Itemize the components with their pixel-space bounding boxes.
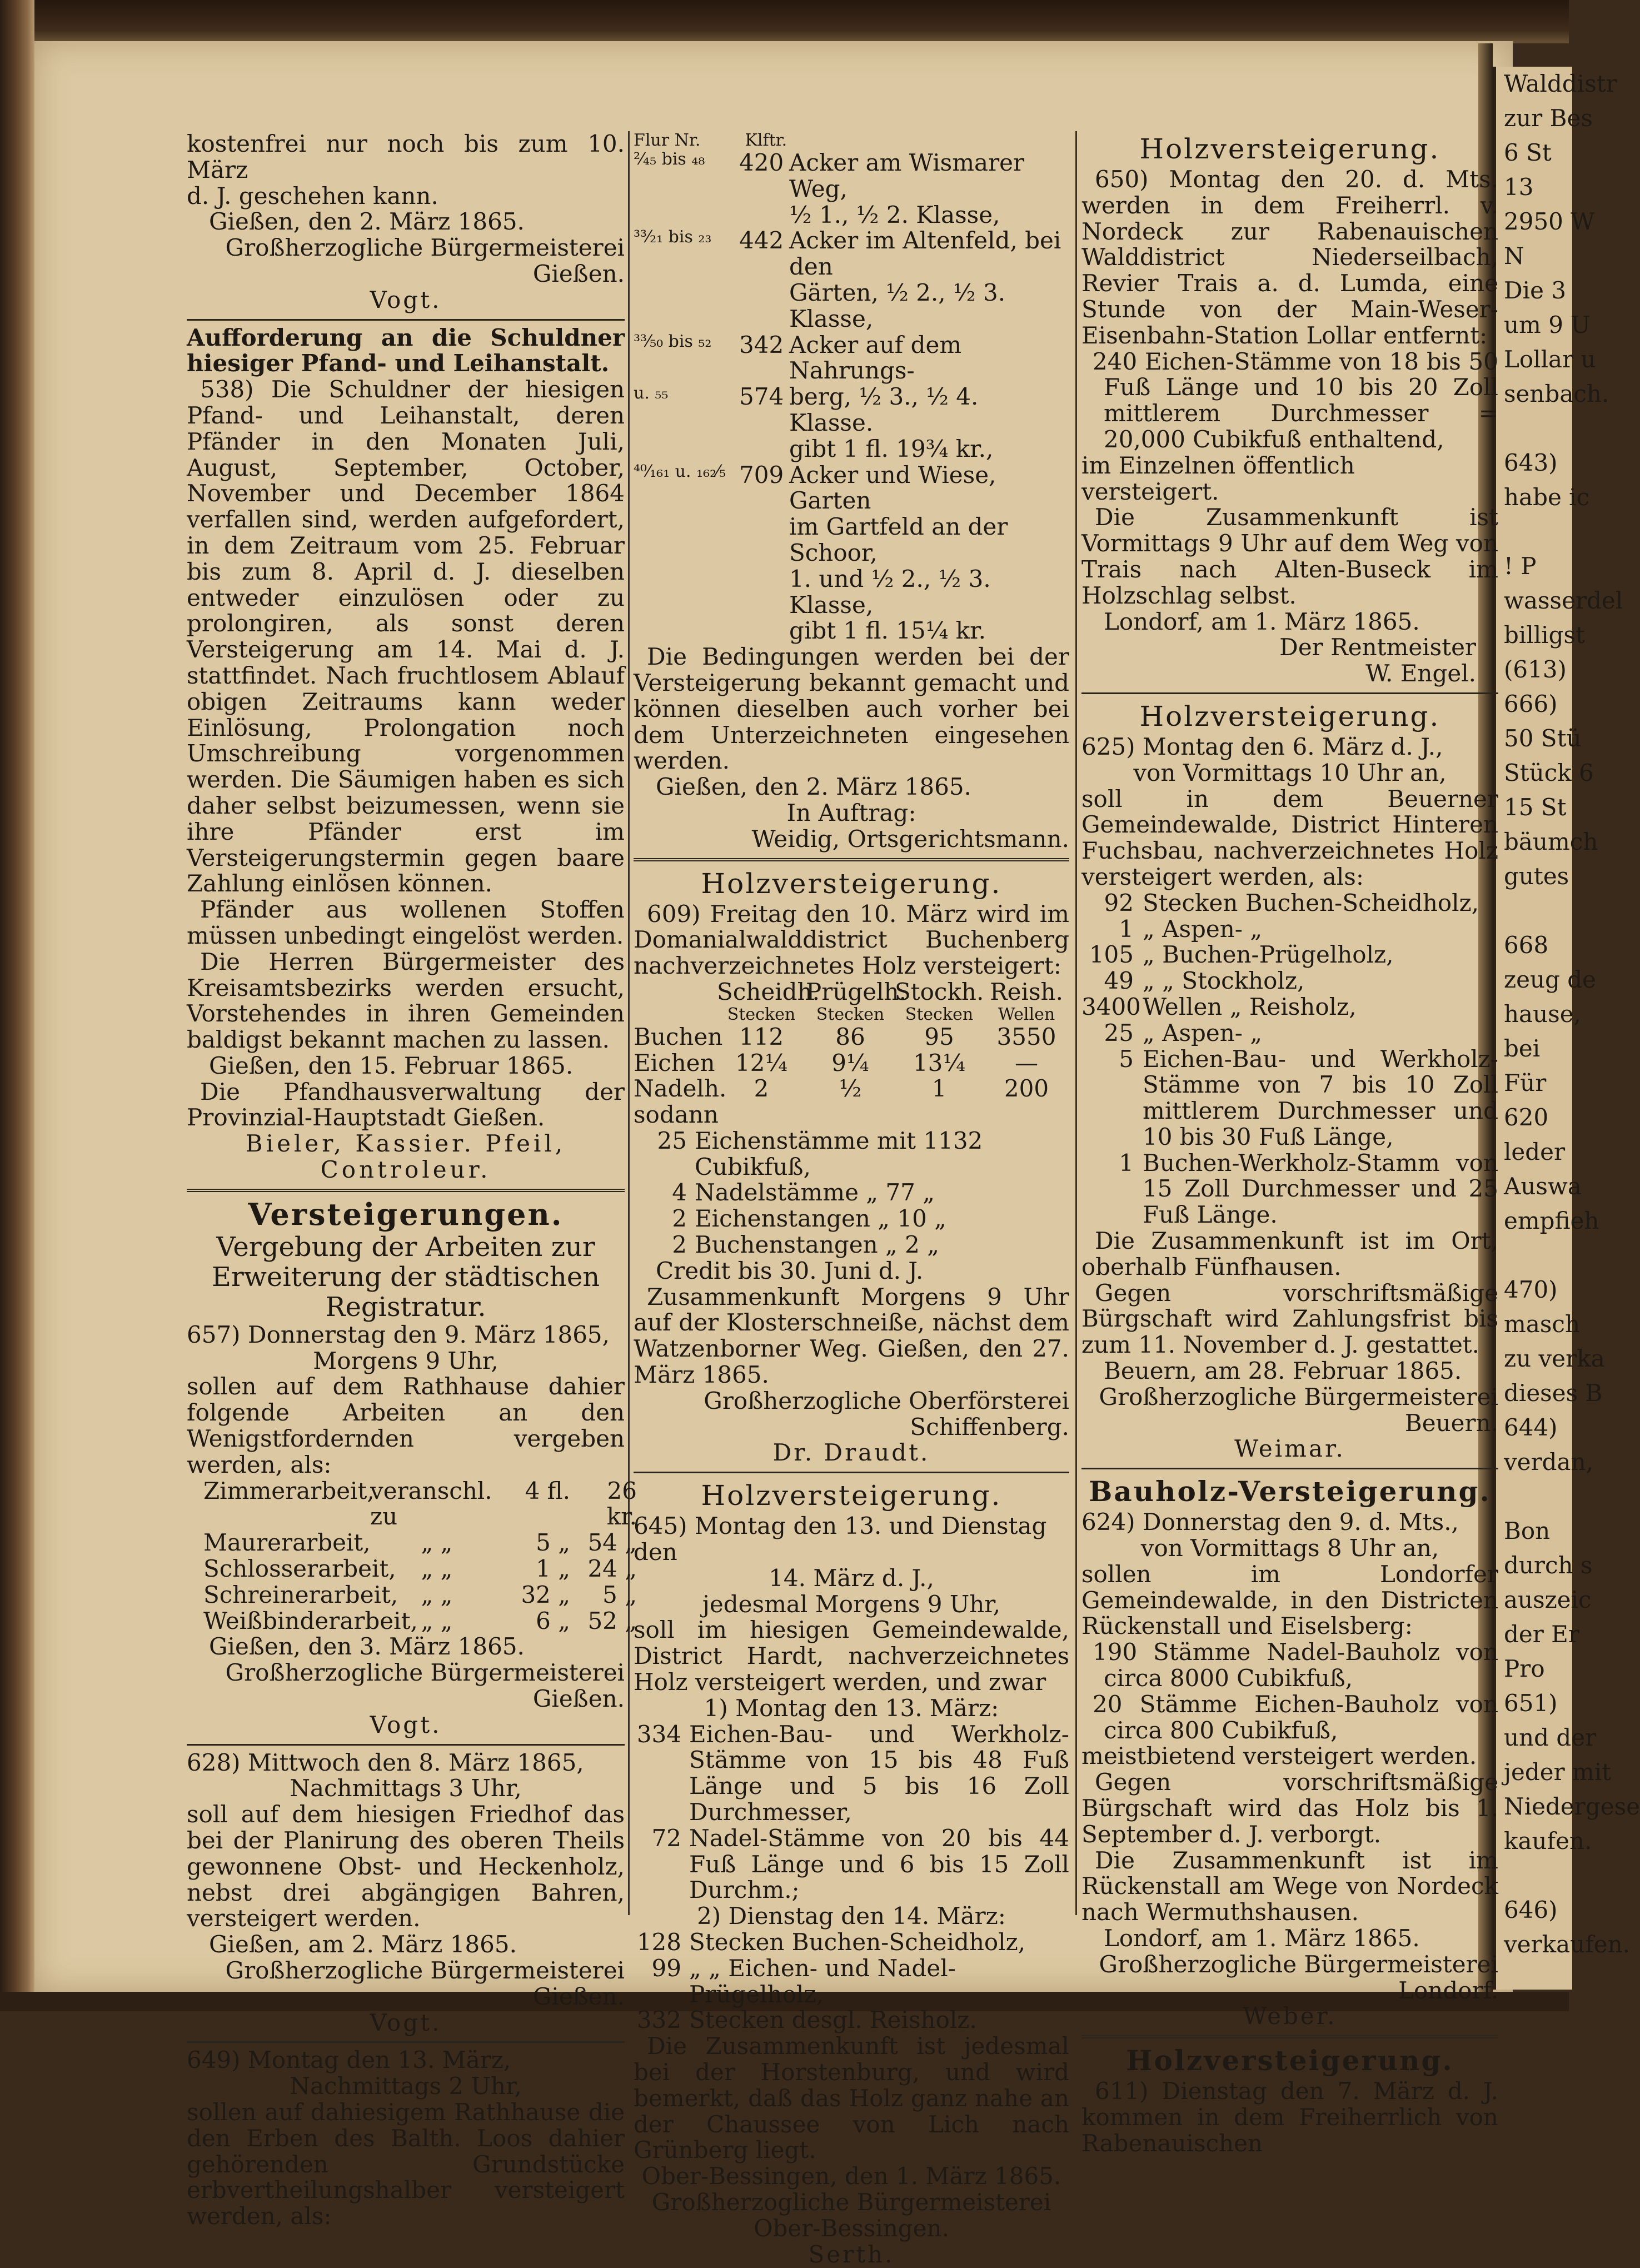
registratur-title: Vergebung der Arbeiten zur Erweiterung der städtischen Registratur. (211, 1231, 600, 1323)
reg-cell: „ „ (421, 1607, 453, 1634)
wood-col-header: Reish. (990, 978, 1063, 1005)
plot-desc: gibt 1 fl. 15¹⁄₄ kr. (789, 617, 986, 645)
hardt-item: Stecken desgl. Reisholz. (689, 2006, 977, 2034)
column-rule-1 (628, 131, 630, 1915)
last-title: Holzversteigerung. (1126, 2044, 1454, 2077)
next-page-fragment: bäumch (1504, 828, 1598, 855)
hardt-l2: 14. März d. J., (769, 1564, 934, 1592)
plots-header-klftr: Klftr. (745, 131, 787, 150)
nordeck-body: 650) Montag den 20. d. Mts. werden in dem Freiherrl. v. Nordeck zur Rabenauischen Walddistrict Niederseilbach, Revier Trais a. d. Lumda, eine Stunde von der Main-Weser-Eisenbahn-Station Lollar entfernt: (1081, 166, 1498, 349)
friedhof-time: Nachmittags 3 Uhr, (290, 1774, 522, 1802)
next-page-fragment: zeug de (1504, 966, 1597, 993)
hardt-item: Stecken Buchen-Scheidholz, (689, 1928, 1026, 1956)
trunk-desc: Eichenstangen „ 10 „ (695, 1205, 946, 1233)
next-page-fragment: Walddistr (1504, 70, 1617, 97)
loos-body: sollen auf dahiesigem Rathhause die den Erben des Balth. Loos dahier gehörenden Grundstücke erbvertheilungshalber versteigert werden, als: (187, 2098, 625, 2230)
wood-cell: — (1015, 1049, 1038, 1076)
londorf-item-1: 190 Stämme Nadel-Bauholz von circa 8000 Cubikfuß, (1093, 1638, 1498, 1692)
wood-cell: Eichen (634, 1049, 715, 1076)
wood-cell: 86 (835, 1023, 865, 1050)
next-page-fragment: masch (1504, 1310, 1580, 1338)
nordeck-title: Holzversteigerung. (1139, 133, 1440, 165)
londorf-title: Bauholz-Versteigerung. (1089, 1475, 1491, 1508)
plot-flur (634, 618, 739, 644)
wood-col-subheader: Stecken (816, 1004, 885, 1024)
londorf-signature: Weber. (1243, 2002, 1337, 2030)
wood-col-subheader: Wellen (998, 1004, 1055, 1024)
reg-cell: Schreinerarbeit, (203, 1581, 398, 1608)
wood-cell: 112 (739, 1023, 784, 1050)
beuern-credit: Gegen vorschriftsmäßige Bürgschaft wird Zahlungsfrist bis zum 11. November d. J. gestattet. (1081, 1279, 1498, 1359)
nordeck-signature: W. Engel. (1365, 660, 1476, 687)
wood-col-subheader: Stecken (727, 1004, 796, 1024)
plot-area (739, 618, 789, 644)
beuern-qty: 25 (1104, 1019, 1134, 1046)
next-page-fragment: zu verka (1504, 1345, 1605, 1372)
wood-cell: 1 (931, 1075, 947, 1103)
next-page-fragment: verkaufen. (1504, 1931, 1631, 1958)
wood-col-header: Prügelh. (806, 978, 906, 1005)
plots-auftrag: In Auftrag: (786, 799, 916, 826)
plots-table (634, 150, 1069, 644)
pfand-p3: Die Herren Bürgermeister des Kreisamtsbezirks werden ersucht, Vorstehendes in ihren Gemeinden baldigst bekannt machen zu lassen. (187, 948, 625, 1054)
hardt-authority-2: Ober-Bessingen. (754, 2214, 949, 2242)
double-divider (1081, 2035, 1498, 2038)
beuern-item: „ Buchen-Prügelholz, (1143, 941, 1394, 969)
last-body: 611) Dienstag den 7. März d. J. kommen in dem Freiherrlich von Rabenauischen (1081, 2077, 1498, 2157)
next-page-fragment: dieses B (1504, 1379, 1603, 1407)
beuern-l2: von Vormittags 10 Uhr an, (1133, 759, 1447, 786)
reg-cell: „ „ (421, 1581, 453, 1608)
next-page-fragment: 666) (1504, 690, 1558, 717)
wood-col-header (634, 979, 717, 1005)
beuern-qty: 92 (1104, 889, 1134, 916)
reg-cell: 1 „ (536, 1555, 570, 1583)
reg-cell: Maurerarbeit, (203, 1529, 371, 1557)
registratur-authority: Großherzogliche Bürgermeisterei Gießen. (225, 1659, 625, 1713)
plot-area: 574 (739, 383, 784, 411)
trunk-desc: Nadelstämme „ 77 „ (695, 1179, 935, 1207)
loos-date-line: 649) Montag den 13. März, (187, 2046, 511, 2074)
plot-desc: Gärten, ¹⁄₂ 2., ¹⁄₂ 3. Klasse, (789, 278, 1006, 332)
plot-desc: Acker und Wiese, Garten (789, 461, 996, 515)
next-page-fragment (1504, 411, 1572, 446)
column-rule-2 (1075, 131, 1077, 1915)
reg-cell: 5 „ (536, 1529, 570, 1557)
next-page-fragment: verdan, (1504, 1448, 1593, 1476)
buchenberg-credit: Credit bis 30. Juni d. J. (656, 1257, 924, 1284)
beuern-qty: 3400 (1081, 993, 1141, 1020)
registratur-body: sollen auf dem Rathhause dahier folgende Arbeiten an den Wenigstfordernden vergeben werden, als: (187, 1373, 625, 1478)
scan-top-border (0, 0, 1569, 43)
next-page-fragment: Stück 6 (1504, 759, 1594, 786)
hardt-title: Holzversteigerung. (701, 1479, 1002, 1512)
plot-flur: u. ₅₅ (634, 383, 669, 403)
reg-cell: Weißbinderarbeit, (203, 1607, 418, 1634)
reg-cell: 54 „ (587, 1529, 637, 1557)
plot-flur (634, 514, 739, 566)
friedhof-date-line: 628) Mittwoch den 8. März 1865, (187, 1748, 584, 1776)
hardt-day1: 1) Montag den 13. März: (704, 1694, 999, 1722)
beuern-title: Holzversteigerung. (1139, 700, 1440, 732)
plots-header-flur: Flur Nr. (634, 131, 701, 150)
double-divider (634, 858, 1069, 861)
next-page-fragment: habe ic (1504, 483, 1590, 511)
plot-desc: gibt 1 fl. 19³⁄₄ kr., (789, 435, 994, 462)
next-page-fragment: 620 (1504, 1104, 1549, 1131)
next-page-fragment: Für (1504, 1069, 1547, 1096)
londorf-l1: 624) Donnerstag den 9. d. Mts., (1081, 1508, 1459, 1536)
londorf-body: sollen im Londorfer Gemeindewalde, in den Districten Rückenstall und Eiselsberg: (1081, 1560, 1498, 1640)
hardt-authority: Großherzogliche Bürgermeisterei (651, 2188, 1051, 2216)
wood-cell: Buchen (634, 1023, 723, 1050)
nordeck-after: im Einzelnen öffentlich versteigert. (1081, 451, 1355, 505)
londorf-item-2: 20 Stämme Eichen-Bauholz von circa 800 Cubikfuß, (1093, 1690, 1498, 1744)
wood-cell: 3550 (996, 1023, 1056, 1050)
next-page-fragment (1504, 1479, 1572, 1514)
hardt-qty: 334 (636, 1720, 681, 1748)
plot-desc: berg, ¹⁄₂ 3., ¹⁄₂ 4. Klasse. (789, 383, 979, 436)
plot-area: 420 (739, 149, 784, 176)
nordeck-date: Londorf, am 1. März 1865. (1104, 607, 1420, 635)
next-page-fragment: jeder mit (1504, 1758, 1612, 1786)
beuern-qty: 1 (1119, 915, 1134, 943)
beuern-item: „ Aspen- „ (1143, 1019, 1263, 1046)
next-page-fragment: der Er (1504, 1621, 1579, 1648)
wood-col-header: Stockh. (895, 978, 984, 1005)
hardt-signature: Serth. (808, 2240, 895, 2268)
reg-cell: 26 kr. (606, 1477, 637, 1531)
buchenberg-intro: 609) Freitag den 10. März wird im Domanialwalddistrict Buchenberg nachverzeichnetes Holz versteigert: (634, 900, 1069, 980)
intro-date: Gießen, den 2. März 1865. (209, 208, 525, 236)
plot-flur: ³³⁄₂₁ bis ₂₃ (634, 227, 712, 247)
double-divider (187, 1189, 625, 1192)
beuern-l1: 625) Montag den 6. März d. J., (1081, 732, 1443, 760)
reg-cell: 4 fl. (525, 1477, 570, 1504)
beuern-item: Buchen-Werkholz-Stamm von 15 Zoll Durchmesser und 25 Fuß Länge. (1143, 1149, 1498, 1229)
plot-flur (634, 566, 739, 619)
divider (187, 319, 625, 321)
wood-cell: 9¹⁄₄ (831, 1049, 869, 1076)
book-spine (0, 0, 34, 2011)
hardt-item: Nadel-Stämme von 20 bis 44 Fuß Länge und 6 bis 15 Zoll Durchm.; (689, 1824, 1069, 1904)
section-title: Versteigerungen. (248, 1196, 564, 1232)
next-page-fragment: Niedergese (1504, 1793, 1640, 1820)
next-page-fragment: hause, (1504, 1000, 1581, 1028)
beuern-item: Stecken Buchen-Scheidholz, (1143, 889, 1479, 916)
hardt-date: Ober-Bessingen, den 1. März 1865. (641, 2162, 1061, 2190)
beuern-body: soll in dem Beuerner Gemeindewalde, District Hinteren Fuchsbau, nachverzeichnetes Holz versteigert werden, als: (1081, 785, 1498, 890)
londorf-after: meistbietend versteigert werden. (1081, 1742, 1477, 1770)
beuern-qty: 1 (1119, 1149, 1134, 1177)
next-page-fragment: N (1504, 242, 1524, 270)
pfand-authority: Die Pfandhausverwaltung der Provinzial-Hauptstadt Gießen. (187, 1078, 625, 1131)
plot-area (739, 514, 789, 566)
hardt-qty: 128 (636, 1928, 681, 1956)
trunk-qty: 2 (672, 1205, 687, 1233)
plots-date: Gießen, den 2. März 1865. (656, 773, 971, 801)
buchenberg-signature: Dr. Draudt. (772, 1439, 930, 1467)
reg-cell: 5 „ (602, 1581, 637, 1608)
hardt-qty: 332 (636, 2006, 681, 2034)
londorf-authority: Großherzogliche Bürgermeisterei Londorf. (1099, 1950, 1498, 2004)
next-page-fragment: 646) (1504, 1896, 1558, 1923)
wood-cell: 95 (924, 1023, 954, 1050)
plot-flur (634, 280, 739, 332)
friedhof-authority: Großherzogliche Bürgermeisterei Gießen. (225, 1957, 625, 2010)
wood-col-header: Scheidh. (717, 978, 820, 1005)
next-page-fragment: Lollar u (1504, 346, 1596, 373)
column-2 (634, 131, 1069, 2267)
next-page-fragment: ! P (1504, 552, 1537, 580)
reg-cell: Schlosserarbeit, (203, 1555, 396, 1583)
plot-area: 709 (739, 461, 784, 489)
pfand-body: 538) Die Schuldner der hiesigen Pfand- und Leihanstalt, deren Pfänder in den Monaten Juli, August, September, October, November und December 1864 verfallen sind, werden aufgefordert, in dem Zeitraum vom 25. Februar bis zum 8. April d. J. dieselben entweder einzulösen oder zu prolongiren, als sonst deren Versteigerung am 14. Mai d. J. stattfindet. Nach fruchtlosem Ablauf obigen Zeitraums kann weder Einlösung, Prolongation noch Umschreibung vorgenommen werden. Die Säumigen haben es sich daher selbst beizumessen, wenn sie ihre Pfänder erst im Versteigerungstermin gegen baare Zahlung einlösen können. (187, 376, 625, 898)
plot-desc: 1. und ¹⁄₂ 2., ¹⁄₂ 3. Klasse, (789, 565, 991, 619)
next-page-fragment: empfieh (1504, 1207, 1599, 1234)
next-page-fragment: 470) (1504, 1276, 1558, 1303)
plot-desc: Acker am Wismarer Weg, (789, 149, 1025, 202)
hardt-items-2 (634, 1930, 1069, 2033)
plot-flur: ⁴⁰⁄₁₆₁ u. ₁₆₂⁄₅ (634, 461, 726, 481)
next-page-fragment: 2950 W (1504, 208, 1595, 235)
buchenberg-authority: Großherzogliche Oberförsterei Schiffenberg. (704, 1387, 1069, 1440)
next-page-fragment: 15 St (1504, 794, 1567, 821)
plot-area: 442 (739, 227, 784, 255)
reg-cell: 52 „ (587, 1607, 637, 1634)
plot-desc: Acker im Altenfeld, bei den (789, 227, 1061, 281)
next-page-fragment: 13 (1504, 173, 1534, 201)
buchenberg-meet: Zusammenkunft Morgens 9 Uhr auf der Klosterschneiße, nächst dem Watzenborner Weg. Gießen, den 27. März 1865. (634, 1283, 1069, 1389)
beuern-items (1081, 890, 1498, 1046)
registratur-signature: Vogt. (370, 1711, 442, 1738)
next-page-fragment: kaufen. (1504, 1827, 1592, 1855)
next-page-fragment: und der (1504, 1724, 1597, 1751)
beuern-items-long (1081, 1046, 1498, 1229)
plots-conditions: Die Bedingungen werden bei der Versteigerung bekannt gemacht und können dieselben auch vorher bei dem Unterzeichneten eingesehen werden. (634, 643, 1069, 775)
hardt-body: soll im hiesigen Gemeindewalde, District Hardt, nachverzeichnetes Holz versteigert werden, und zwar (634, 1616, 1069, 1696)
friedhof-date: Gießen, am 2. März 1865. (209, 1931, 517, 1958)
column-1 (187, 130, 637, 2230)
next-page-fragment: Die 3 (1504, 277, 1567, 304)
beuern-item: „ Aspen- „ (1143, 915, 1263, 943)
plot-flur (634, 202, 739, 228)
plots-header (634, 131, 1069, 150)
hardt-item: Eichen-Bau- und Werkholz-Stämme von 15 bis 48 Fuß Länge und 5 bis 16 Zoll Durchmesser, (689, 1720, 1069, 1826)
wood-col-subheader (634, 1005, 717, 1024)
plots-signature: Weidig, Ortsgerichtsmann. (751, 825, 1069, 853)
wood-col-subheader: Stecken (905, 1004, 974, 1024)
next-page-fragment (1504, 1858, 1572, 1893)
plot-desc: im Gartfeld an der Schoor, (789, 513, 1008, 566)
nordeck-authority: Der Rentmeister (1279, 634, 1476, 661)
divider (187, 1744, 625, 1746)
next-page-fragment: 668 (1504, 931, 1549, 959)
londorf-meet: Die Zusammenkunft ist im Rückenstall am Wege von Nordeck nach Wermuthshausen. (1081, 1846, 1498, 1926)
reg-cell: „ „ (421, 1555, 453, 1583)
beuern-signature: Weimar. (1234, 1435, 1345, 1463)
intro-authority: Großherzogliche Bürgermeisterei Gießen. (225, 234, 625, 287)
buchenberg-title: Holzversteigerung. (701, 867, 1002, 900)
plot-desc: Acker auf dem Nahrungs- (789, 331, 962, 385)
londorf-l2: von Vormittags 8 Uhr an, (1140, 1534, 1439, 1562)
hardt-day2: 2) Dienstag den 14. März: (697, 1902, 1006, 1930)
registratur-time: Morgens 9 Uhr, (313, 1347, 499, 1374)
nordeck-item: 240 Eichen-Stämme von 18 bis 50 Fuß Länge und 10 bis 20 Zoll mittlerem Durchmesser = 20,000 Cubikfuß enthaltend, (1093, 347, 1498, 453)
next-page-fragment: bei (1504, 1035, 1541, 1062)
next-page-fragment: um 9 U (1504, 311, 1591, 338)
next-page-fragment: 643) (1504, 449, 1558, 476)
trunk-qty: 25 (657, 1126, 687, 1154)
pfand-signature: Bieler, Kassier. Pfeil, Controleur. (245, 1130, 566, 1184)
pfand-title: Aufforderung an die Schuldner hiesiger Pfand- und Leihanstalt. (187, 323, 625, 377)
reg-cell: „ „ (421, 1529, 453, 1557)
plot-area (739, 202, 789, 228)
divider (187, 2041, 625, 2043)
buchenberg-sodann: sodann (634, 1101, 719, 1129)
trunk-qty: 2 (672, 1231, 687, 1259)
beuern-qty: 105 (1089, 941, 1134, 969)
next-page-fragment: wasserdel (1504, 587, 1623, 614)
beuern-date: Beuern, am 28. Februar 1865. (1104, 1357, 1462, 1385)
trunk-qty: 4 (672, 1179, 687, 1207)
hardt-qty: 72 (651, 1824, 681, 1852)
plot-flur: ²⁄₄₅ bis ₄₈ (634, 149, 705, 169)
reg-cell: 32 „ (521, 1581, 570, 1608)
buchenberg-table (634, 979, 1069, 1102)
londorf-credit: Gegen vorschriftsmäßige Bürgschaft wird das Holz bis 1. September d. J. verborgt. (1081, 1768, 1498, 1848)
hardt-items-1 (634, 1722, 1069, 1904)
loos-time: Nachmittags 2 Uhr, (290, 2072, 522, 2100)
reg-cell: 6 „ (536, 1607, 570, 1634)
next-page-fragment: durch s (1504, 1552, 1593, 1579)
hardt-l1: 645) Montag den 13. und Dienstag den (634, 1512, 1047, 1566)
plot-area: 342 (739, 331, 784, 358)
next-page-fragment: 50 Stü (1504, 725, 1582, 752)
next-page-fragment: billigst (1504, 621, 1585, 649)
buchenberg-items (634, 1128, 1069, 1258)
friedhof-body: soll auf dem hiesigen Friedhof das bei der Planirung des oberen Theils gewonnene Obst- und Heckenholz, nebst drei abgängigen Bahren, versteigert werden. (187, 1801, 625, 1932)
beuern-authority: Großherzogliche Bürgermeisterei Beuern. (1099, 1383, 1498, 1437)
reg-cell: 24 „ (587, 1555, 637, 1583)
nordeck-meet: Die Zusammenkunft ist Vormittags 9 Uhr auf dem Weg von Trais nach Alten-Buseck im Holzschlag selbst. (1081, 504, 1498, 609)
wood-cell: ¹⁄₂ (839, 1075, 862, 1103)
next-page-fragment: Bon (1504, 1517, 1551, 1544)
next-page-fragment: 644) (1504, 1414, 1558, 1441)
plot-area (739, 566, 789, 619)
reg-cell: Zimmerarbeit, (203, 1477, 375, 1504)
plot-desc: ¹⁄₂ 1., ¹⁄₂ 2. Klasse, (789, 201, 1000, 228)
registratur-table (187, 1477, 637, 1634)
divider (1081, 692, 1498, 694)
intro-signature: Vogt. (370, 286, 442, 313)
divider (634, 1472, 1069, 1473)
next-page-fragment: zur Bes (1504, 104, 1593, 132)
beuern-item: Eichen-Bau- und Werkholz-Stämme von 7 bis 10 Zoll mittlerem Durchmesser und 10 bis 30 Fuß Länge, (1143, 1045, 1498, 1150)
intro-line-2: d. J. geschehen kann. (187, 182, 438, 210)
next-page-fragment: leder (1504, 1138, 1566, 1165)
wood-cell: 2 (754, 1075, 769, 1103)
divider (1081, 1468, 1498, 1469)
next-page-fragment: gutes (1504, 863, 1569, 890)
wood-cell: 200 (1004, 1075, 1049, 1103)
plot-flur (634, 436, 739, 462)
pfand-p2: Pfänder aus wollenen Stoffen müssen unbedingt eingelöst werden. (187, 896, 625, 949)
beuern-meet: Die Zusammenkunft ist im Ort, oberhalb Fünfhausen. (1081, 1227, 1498, 1280)
next-page-fragment: auszeic (1504, 1586, 1592, 1613)
plot-area (739, 280, 789, 332)
pfand-date: Gießen, den 15. Februar 1865. (209, 1051, 574, 1079)
next-page-edge (1493, 67, 1640, 1990)
next-page-fragment: senbach. (1504, 380, 1609, 407)
wood-cell: Nadelh. (634, 1075, 727, 1103)
next-page-fragment: Pro (1504, 1655, 1545, 1682)
next-page-fragment (1504, 894, 1572, 928)
registratur-date: Gießen, den 3. März 1865. (209, 1633, 525, 1661)
hardt-meet: Die Zusammenkunft ist jedesmal bei der Horstenburg, und wird bemerkt, daß das Holz ganz nahe an der Chaussee von Lich nach Grünberg liegt. (634, 2032, 1069, 2164)
londorf-date: Londorf, am 1. März 1865. (1104, 1925, 1420, 1952)
plot-area (739, 436, 789, 462)
column-3 (1081, 131, 1498, 2157)
beuern-qty: 5 (1119, 1045, 1134, 1073)
friedhof-signature: Vogt. (370, 2008, 442, 2036)
intro-line-1: kostenfrei nur noch bis zum 10. März (187, 130, 625, 183)
next-page-fragment: 6 St (1504, 139, 1552, 166)
next-page-text (1496, 67, 1640, 1962)
registratur-date-line: 657) Donnerstag den 9. März 1865, (187, 1320, 610, 1348)
reg-cell: veranschl. zu (370, 1477, 492, 1531)
next-page-fragment: 651) (1504, 1689, 1558, 1717)
beuern-qty: 49 (1104, 967, 1134, 995)
next-page-fragment: (613) (1504, 656, 1567, 683)
trunk-desc: Eichenstämme mit 1132 Cubikfuß, (695, 1126, 983, 1180)
next-page-fragment: Auswa (1504, 1173, 1582, 1200)
trunk-desc: Buchenstangen „ 2 „ (695, 1231, 939, 1259)
hardt-qty: 99 (651, 1954, 681, 1982)
hardt-item: „ „ Eichen- und Nadel-Prügelholz, (689, 1954, 956, 2008)
beuern-item: Wellen „ Reisholz, (1143, 993, 1357, 1020)
next-page-fragment (1504, 515, 1572, 549)
beuern-item: „ „ Stockholz, (1143, 967, 1305, 995)
plot-flur: ³³⁄₅₀ bis ₅₂ (634, 331, 712, 351)
wood-cell: 12¹⁄₄ (735, 1049, 788, 1076)
next-page-fragment (1504, 1238, 1572, 1273)
hardt-l3: jedesmal Morgens 9 Uhr, (702, 1590, 1001, 1618)
wood-cell: 13¹⁄₄ (913, 1049, 966, 1076)
